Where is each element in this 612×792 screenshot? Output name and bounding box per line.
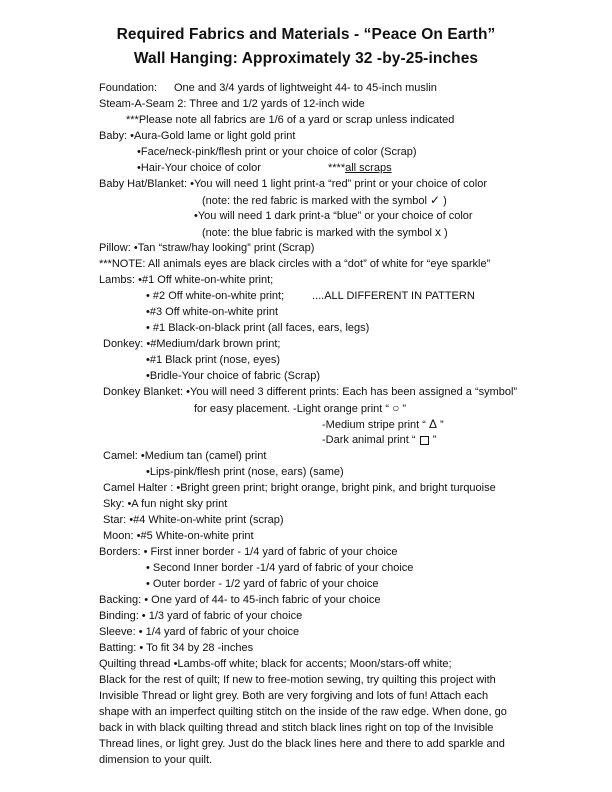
donkey-blanket-line-3 — [322, 418, 444, 432]
x-mark-icon: x — [434, 225, 441, 239]
donkey-blanket-line-4 — [322, 434, 436, 447]
blanket-line-2 — [202, 194, 447, 208]
steam-a-seam-line: Steam-A-Seam 2: Three and 1/2 yards of 12-inch wide — [99, 98, 365, 110]
blanket-line-3: •You will need 1 dark print-a “blue” or your choice of color — [194, 210, 473, 222]
star-line: Star: •#4 White-on-white print (scrap) — [103, 514, 284, 526]
sky-line: Sky: •A fun night sky print — [103, 498, 228, 510]
instructions-line-6: dimension to your quilt. — [99, 754, 213, 766]
sleeve-line: Sleeve: • 1/4 yard of fabric of your choice — [99, 626, 300, 638]
circle-icon: ○ — [392, 401, 400, 415]
donkey-line-3: •Bridle-Your choice of fabric (Scrap) — [146, 370, 321, 382]
moon-line: Moon: •#5 White-on-white print — [103, 530, 254, 542]
camel-line-1: Camel: •Medium tan (camel) print — [103, 450, 267, 462]
instructions-line-1: Black for the rest of quilt; If new to free-motion sewing, try quilting this project with — [99, 674, 496, 686]
donkey-line-1: Donkey: •#Medium/dark brown print; — [103, 338, 281, 350]
donkey-blanket-line-1: Donkey Blanket: •You will need 3 different prints: Each has been assigned a “symbol” — [103, 386, 518, 398]
square-icon — [420, 436, 429, 445]
baby-line-2: •Face/neck-pink/flesh print or your choice of color (Scrap) — [137, 146, 417, 158]
all-scraps-text: all scraps — [345, 162, 392, 174]
camel-halter-line: Camel Halter : •Bright green print; bright orange, bright pink, and bright turquoise — [103, 482, 496, 494]
lambs-line-2: • #2 Off white-on-white print; — [146, 290, 285, 302]
borders-line-2: • Second Inner border -1/4 yard of fabric of your choice — [146, 562, 414, 574]
instructions-line-3: shape with an imperfect quilting stitch on the inside of the raw edge. When done, go — [99, 706, 507, 718]
light-orange-end: ” — [399, 403, 407, 415]
donkey-line-2: •#1 Black print (nose, eyes) — [146, 354, 281, 366]
blanket-note-red: (note: the red fabric is marked with the symbol — [202, 195, 431, 207]
backing-line: Backing: • One yard of 44- to 45-inch fabric of your choice — [99, 594, 381, 606]
baby-line-1: Baby: •Aura-Gold lame or light gold print — [99, 130, 296, 142]
instructions-line-2: Invisible Thread or light grey. Both are very forgiving and lots of fun! Attach each — [99, 690, 489, 702]
lambs-line-1: Lambs: •#1 Off white-on-white print; — [99, 274, 274, 286]
stars-marker: **** — [328, 162, 346, 174]
instructions-line-4: back in with black quilting thread and stitch black lines right on top of the Invisible — [99, 722, 494, 734]
foundation-label: Foundation: — [99, 82, 158, 94]
donkey-blanket-line-2 — [194, 402, 406, 416]
blanket-note-blue-end: ) — [440, 227, 448, 239]
all-scraps-note — [328, 162, 392, 175]
page-title: Required Fabrics and Materials - “Peace On Earth” — [116, 26, 496, 43]
dark-animal-label: -Dark animal print “ — [322, 434, 419, 446]
foundation-text: One and 3/4 yards of lightweight 44- to 45-inch muslin — [174, 82, 437, 94]
lambs-line-3: •#3 Off white-on-white print — [146, 306, 279, 318]
blanket-note-red-end: ) — [440, 195, 447, 207]
binding-line: Binding: • 1/3 yard of fabric of your choice — [99, 610, 303, 622]
medium-stripe-end: ” — [437, 419, 444, 431]
dark-animal-end: ” — [429, 434, 437, 446]
camel-line-2: •Lips-pink/flesh print (nose, ears) (same) — [146, 466, 344, 478]
baby-line-3: •Hair-Your choice of color — [137, 162, 261, 174]
blanket-line-1: Baby Hat/Blanket: •You will need 1 light print-a “red” print or your choice of color — [99, 178, 488, 190]
pillow-line: Pillow: •Tan “straw/hay looking” print (Scrap) — [99, 242, 315, 254]
blanket-note-blue: (note: the blue fabric is marked with the symbol — [202, 227, 435, 239]
quilting-thread-line: Quilting thread •Lambs-off white; black for accents; Moon/stars-off white; — [99, 658, 452, 670]
lambs-pattern-note: ....ALL DIFFERENT IN PATTERN — [312, 290, 475, 302]
checkmark-icon: ✓ — [430, 193, 441, 207]
medium-stripe-label: -Medium stripe print “ — [322, 419, 429, 431]
batting-line: Batting: • To fit 34 by 28 -inches — [99, 642, 254, 654]
fabric-note: ***Please note all fabrics are 1/6 of a yard or scrap unless indicated — [126, 114, 455, 126]
triangle-icon: Δ — [428, 417, 437, 431]
eyes-note: ***NOTE: All animals eyes are black circles with a “dot” of white for “eye sparkle” — [99, 258, 491, 270]
borders-line-3: • Outer border - 1/2 yard of fabric of your choice — [146, 578, 379, 590]
blanket-line-4 — [202, 226, 448, 240]
borders-line-1: Borders: • First inner border - 1/4 yard of fabric of your choice — [99, 546, 398, 558]
page-subtitle: Wall Hanging: Approximately 32 -by-25-inches — [133, 50, 479, 67]
light-orange-label: for easy placement. -Light orange print “ — [194, 403, 393, 415]
lambs-line-4: • #1 Black-on-black print (all faces, ears, legs) — [146, 322, 370, 334]
instructions-line-5: Thread lines, or light grey. Just do the black lines here and there to add sparkle and — [99, 738, 505, 750]
